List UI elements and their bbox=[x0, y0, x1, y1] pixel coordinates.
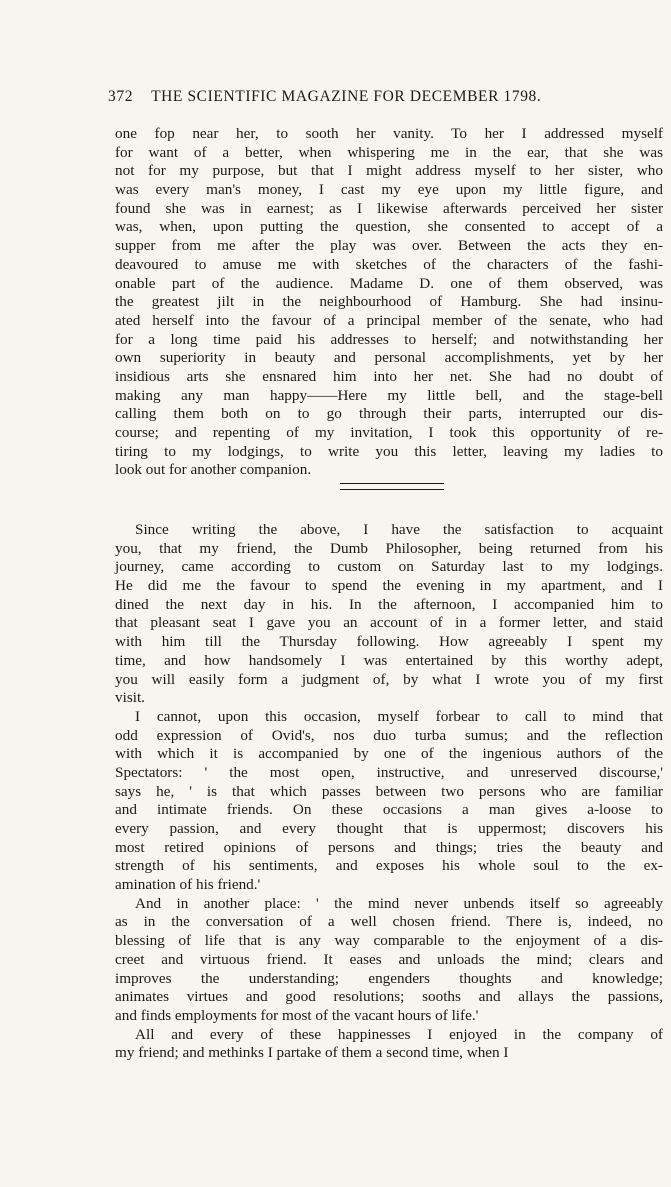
text-line: journey, came according to custom on Saturday last to my lodgings. bbox=[115, 558, 663, 576]
text-line: supper from me after the play was over. Between the acts they en- bbox=[115, 237, 663, 255]
text-line: you will easily form a judgment of, by what I wrote you of my first bbox=[115, 670, 663, 688]
text-line: And in another place: ' the mind never unbends itself so agreeably bbox=[135, 894, 663, 912]
text-line: amination of his friend.' bbox=[115, 876, 261, 894]
text-line: improves the understanding; engenders thoughts and knowledge; bbox=[115, 969, 663, 987]
text-line: making any man happy——Here my little bell, and the stage-bell bbox=[115, 386, 663, 404]
text-line: He did me the favour to spend the evening in my apartment, and I bbox=[115, 577, 663, 595]
text-line: All and every of these happinesses I enjoyed in the company of bbox=[135, 1025, 663, 1043]
text-line: blessing of life that is any way comparable to the enjoyment of a dis- bbox=[115, 932, 663, 950]
text-line: onable part of the audience. Madame D. one of them observed, was bbox=[115, 274, 663, 292]
text-line: most retired opinions of persons and things; tries the beauty and bbox=[115, 838, 663, 856]
running-title: THE SCIENTIFIC MAGAZINE FOR DECEMBER 1798. bbox=[151, 88, 542, 105]
text-line: tiring to my lodgings, to write you this letter, leaving my ladies to bbox=[115, 442, 663, 460]
text-line: calling them both on to go through their parts, interrupted our dis- bbox=[115, 405, 663, 423]
text-line: odd expression of Ovid's, nos duo turba sumus; and the reflection bbox=[115, 726, 663, 744]
text-line: for want of a better, when whispering me in the ear, that she was bbox=[115, 143, 663, 161]
text-line: creet and virtuous friend. It eases and unloads the mind; clears and bbox=[115, 950, 663, 968]
text-line: dined the next day in his. In the afternoon, I accompanied him to bbox=[115, 595, 663, 613]
text-line: the greatest jilt in the neighbourhood of Hamburg. She had insinu- bbox=[115, 293, 663, 311]
text-line: for a long time paid his addresses to herself; and notwithstanding her bbox=[115, 330, 663, 348]
text-line: you, that my friend, the Dumb Philosopher, being returned from his bbox=[115, 539, 663, 557]
text-line: deavoured to amuse me with sketches of the characters of the fashi- bbox=[115, 255, 663, 273]
text-line: strength of his sentiments, and exposes his whole soul to the ex- bbox=[115, 857, 663, 875]
text-line: every passion, and every thought that is uppermost; discovers his bbox=[115, 820, 663, 837]
text-line: visit. bbox=[115, 689, 145, 707]
text-line: that pleasant seat I gave you an account of in a former letter, and staid bbox=[115, 614, 663, 632]
text-line: says he, ' is that which passes between two persons who are familiar bbox=[115, 782, 663, 800]
text-line: course; and repenting of my invitation, I took this opportunity of re- bbox=[115, 424, 663, 441]
text-line: with him till the Thursday following. How agreeably I spent my bbox=[115, 633, 663, 651]
text-line: as in the conversation of a well chosen friend. There is, indeed, no bbox=[115, 913, 663, 931]
text-line: Since writing the above, I have the satisfaction to acquaint bbox=[135, 521, 663, 538]
text-line: animates virtues and good resolutions; sooths and allays the passions, bbox=[115, 988, 663, 1006]
text-line: was, when, upon putting the question, she consented to accept of a bbox=[115, 218, 663, 236]
text-line: with which it is accompanied by one of the ingenious authors of the bbox=[115, 745, 663, 763]
text-line: I cannot, upon this occasion, myself forbear to call to mind that bbox=[135, 707, 663, 725]
text-line: insidious arts she ensnared him into her net. She had no doubt of bbox=[115, 367, 663, 385]
text-line: look out for another companion. bbox=[115, 461, 312, 479]
text-line: my friend; and methinks I partake of them a second time, when I bbox=[115, 1044, 509, 1062]
text-line: one fop near her, to sooth her vanity. To her I addressed myself bbox=[115, 125, 663, 142]
running-header bbox=[108, 88, 656, 106]
text-line: and intimate friends. On these occasions a man gives a-loose to bbox=[115, 801, 663, 819]
text-line: ated herself into the favour of a principal member of the senate, who had bbox=[115, 311, 663, 329]
text-line: time, and how handsomely I was entertained by this worthy adept, bbox=[115, 651, 663, 669]
postscript-text bbox=[115, 521, 663, 1063]
text-line: own superiority in beauty and personal accomplishments, yet by her bbox=[115, 349, 663, 367]
section-divider-rule bbox=[340, 483, 444, 490]
text-line: Spectators: ' the most open, instructive, and unreserved discourse,' bbox=[115, 763, 663, 781]
text-line: was every man's money, I cast my eye upon my little figure, and bbox=[115, 181, 663, 199]
text-line: and finds employments for most of the vacant hours of life.' bbox=[115, 1006, 479, 1024]
text-line: found she was in earnest; as I likewise afterwards perceived her sister bbox=[115, 199, 663, 217]
text-line: not for my purpose, but that I might address myself to her sister, who bbox=[115, 162, 663, 180]
page-number: 372 bbox=[108, 88, 134, 105]
letter-text-continued bbox=[115, 125, 663, 480]
